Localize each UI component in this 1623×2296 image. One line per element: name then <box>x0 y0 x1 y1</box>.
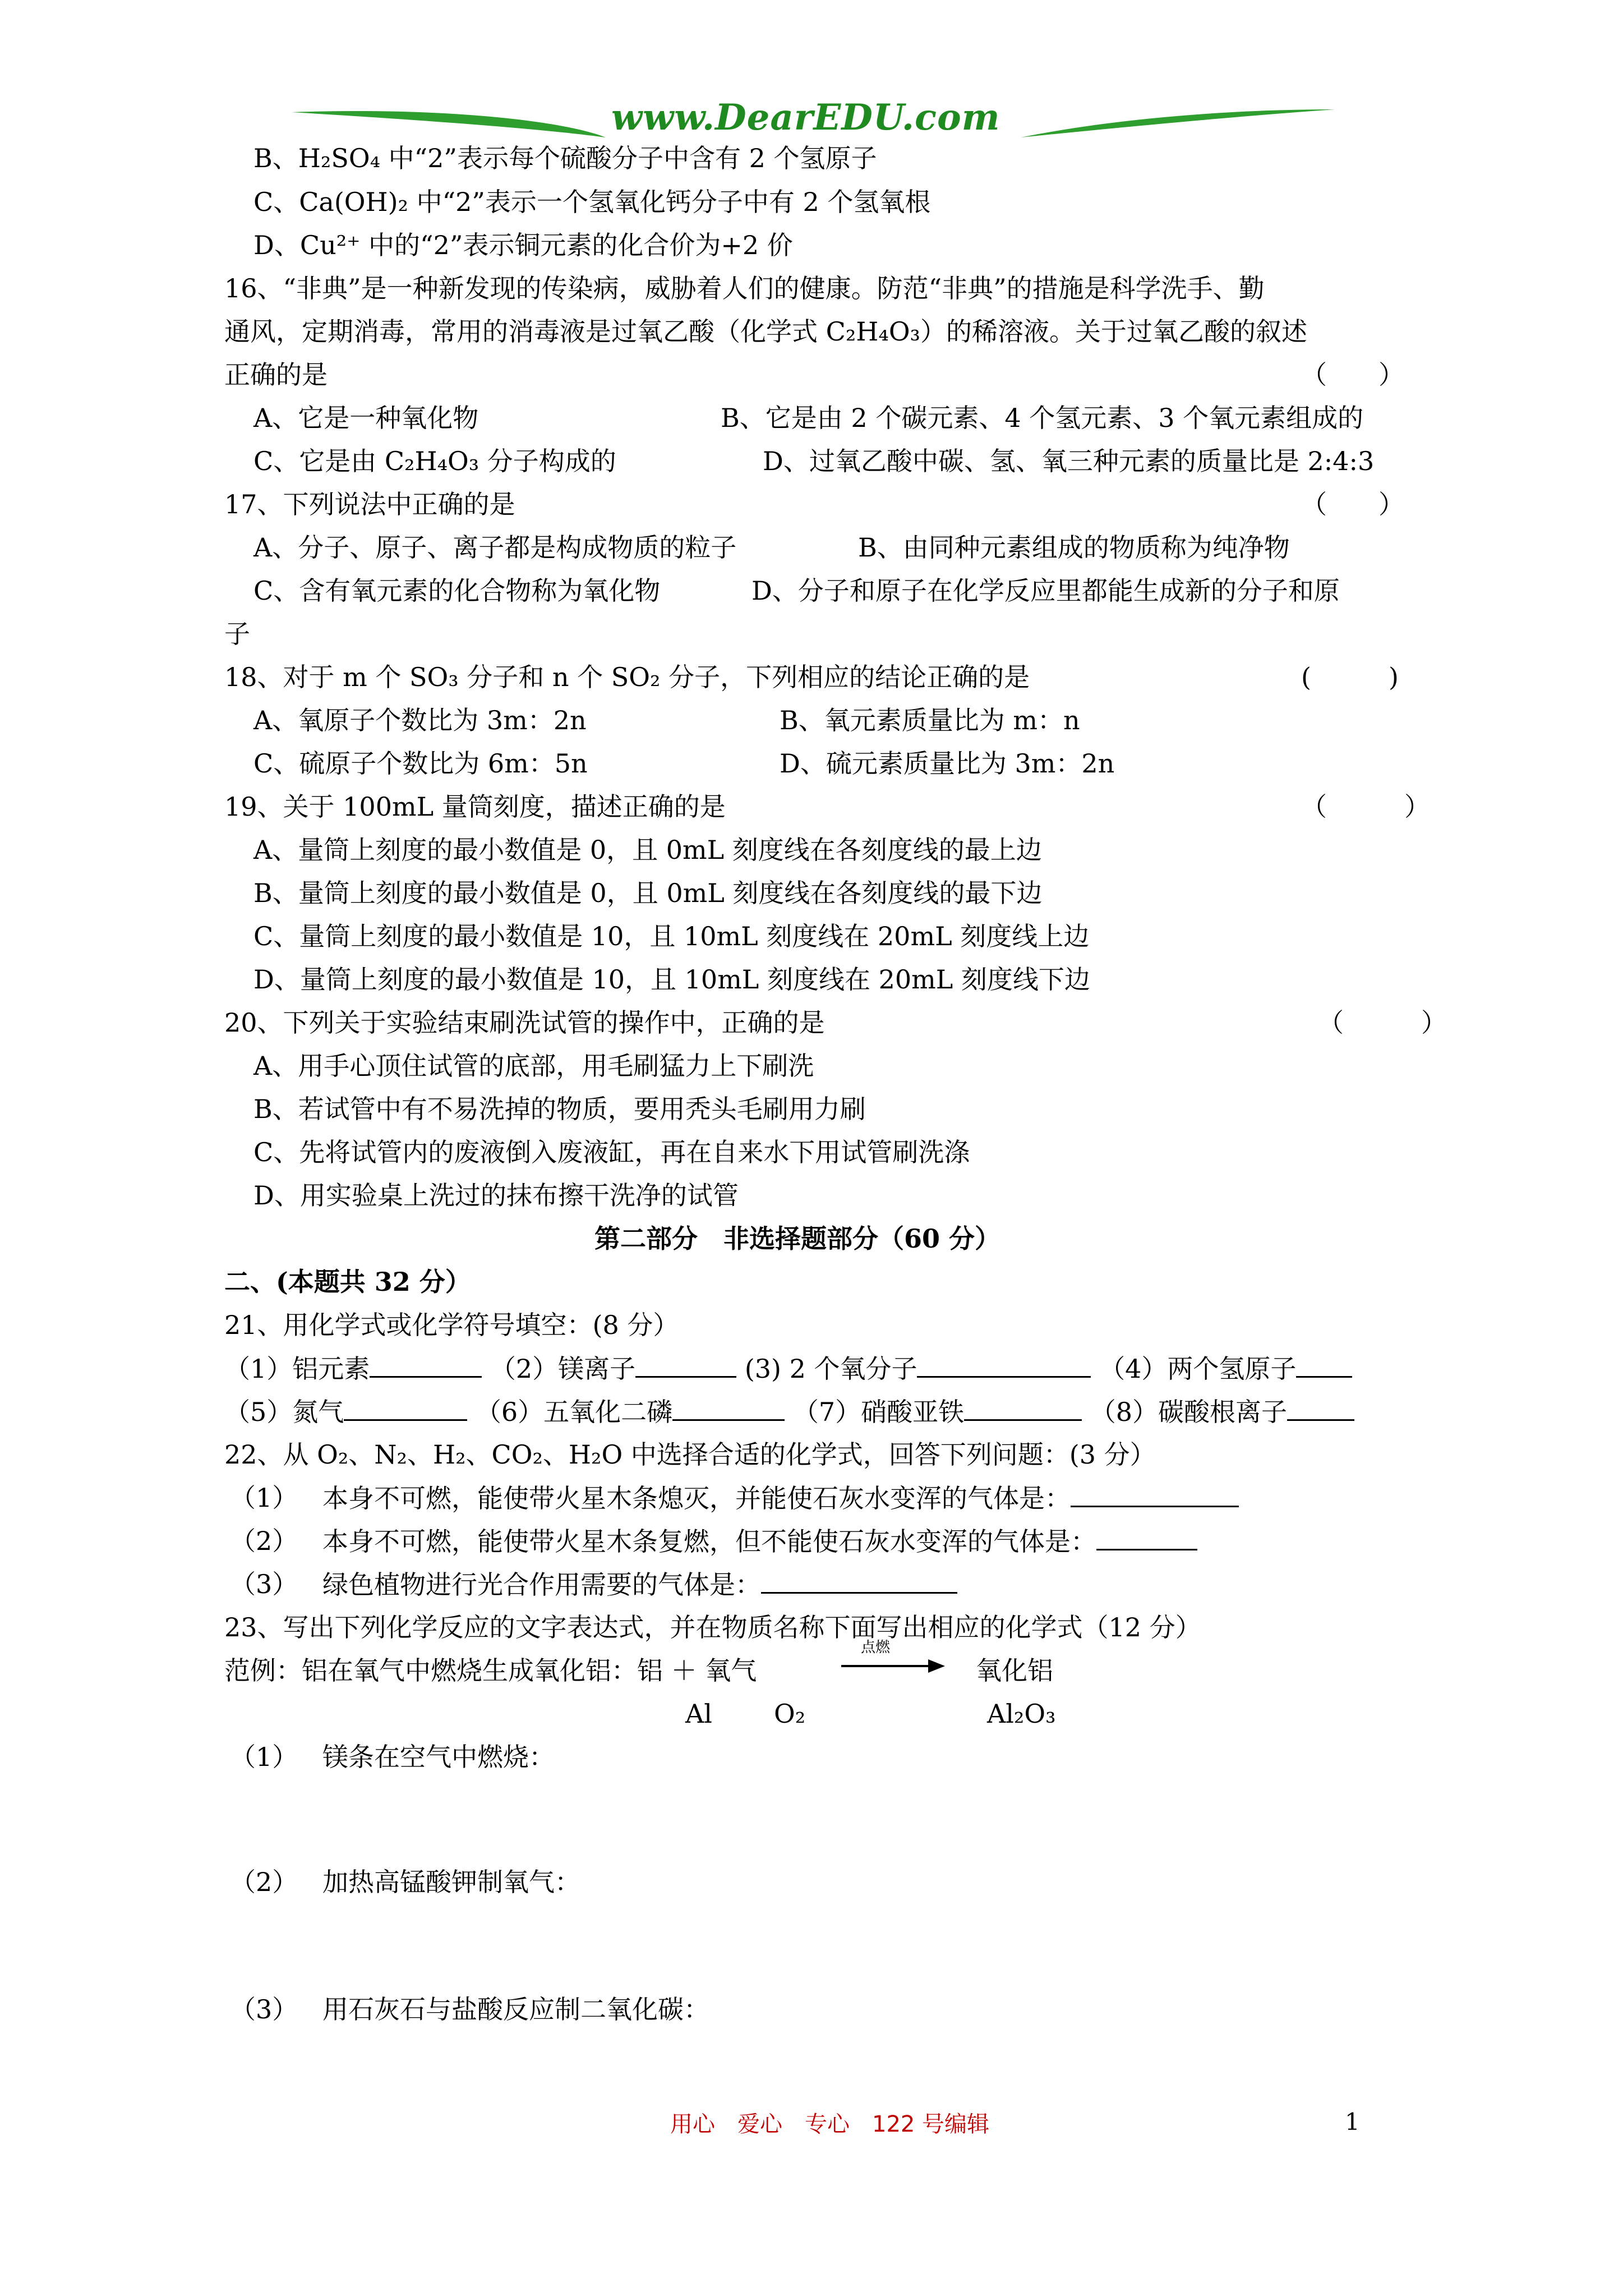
q15-option-d: D、Cu²⁺ 中的“2”表示铜元素的化合价为+2 价 <box>253 230 793 260</box>
q17-option-d-cont: 子 <box>224 619 250 649</box>
q23-formula-al: Al <box>685 1699 712 1729</box>
q23-item1-num: （1） <box>230 1742 298 1772</box>
q21-item5-label: （5）氮气 <box>224 1397 344 1427</box>
q20-stem: 20、下列关于实验结束刷洗试管的操作中，正确的是 <box>224 1007 825 1038</box>
q21-item6-label: （6）五氧化二磷 <box>475 1397 673 1427</box>
reaction-arrow-icon <box>841 1658 945 1674</box>
q19-option-a: A、量筒上刻度的最小数值是 0，且 0mL 刻度线在各刻度线的最上边 <box>253 835 1042 865</box>
q17-stem: 17、下列说法中正确的是 <box>224 489 515 519</box>
q21-item7-label: （7）硝酸亚铁 <box>792 1397 965 1427</box>
q17-option-c: C、含有氧元素的化合物称为氧化物 <box>253 576 661 606</box>
q21-item8-blank[interactable] <box>1287 1395 1354 1421</box>
q23-item1-text: 镁条在空气中燃烧： <box>322 1742 555 1772</box>
q19-stem: 19、关于 100mL 量筒刻度，描述正确的是 <box>224 792 726 822</box>
q20-option-b: B、若试管中有不易洗掉的物质，要用秃头毛刷用力刷 <box>253 1094 866 1124</box>
q19-option-d: D、量筒上刻度的最小数值是 10，且 10mL 刻度线在 20mL 刻度线下边 <box>253 964 1090 995</box>
q21-item8-label: （8）碳酸根离子 <box>1090 1397 1287 1427</box>
q15-option-c: C、Ca(OH)₂ 中“2”表示一个氢氧化钙分子中有 2 个氢氧根 <box>253 187 931 217</box>
q21-item2-blank[interactable] <box>635 1351 736 1378</box>
q21-item3-label: (3) 2 个氧分子 <box>744 1354 917 1384</box>
q18-stem: 18、对于 m 个 SO₃ 分子和 n 个 SO₂ 分子，下列相应的结论正确的是 <box>224 662 1030 692</box>
q19-option-c: C、量筒上刻度的最小数值是 10，且 10mL 刻度线在 20mL 刻度线上边 <box>253 921 1090 951</box>
q20-answer-paren: （ ） <box>1318 1007 1447 1038</box>
q23-item2-num: （2） <box>230 1867 298 1897</box>
q23-example-product: 氧化铝 <box>976 1655 1053 1686</box>
q22-item1-blank[interactable] <box>1071 1481 1239 1507</box>
q18-answer-paren: ( ) <box>1301 662 1399 692</box>
q22-item3 <box>322 1567 957 1602</box>
section-heading: 二、(本题共 32 分） <box>224 1267 471 1297</box>
q18-option-a: A、氧原子个数比为 3m：2n <box>253 705 587 735</box>
q22-item3-blank[interactable] <box>761 1567 957 1594</box>
q22-item3-num: （3） <box>230 1569 298 1599</box>
q22-item1 <box>322 1481 1239 1515</box>
page-number: 1 <box>1345 2108 1360 2136</box>
q22-item3-text: 绿色植物进行光合作用需要的气体是： <box>322 1570 761 1600</box>
part2-title: 第二部分 非选择题部分（60 分） <box>594 1223 1001 1254</box>
q21-item1-blank[interactable] <box>370 1351 482 1378</box>
q21-item4-label: （4）两个氢原子 <box>1099 1354 1297 1384</box>
q17-option-a: A、分子、原子、离子都是构成物质的粒子 <box>253 532 737 563</box>
q22-stem: 22、从 O₂、N₂、H₂、CO₂、H₂O 中选择合适的化学式，回答下列问题：(3 分） <box>224 1439 1156 1470</box>
q21-stem: 21、用化学式或化学符号填空：(8 分） <box>224 1310 679 1340</box>
q21-row2 <box>224 1395 1354 1429</box>
q17-answer-paren: （ ） <box>1301 489 1404 519</box>
q16-stem-line3: 正确的是 <box>224 360 328 390</box>
q22-item2-num: （2） <box>230 1526 298 1556</box>
q21-item1-label: （1）铝元素 <box>224 1354 370 1384</box>
q18-option-d: D、硫元素质量比为 3m：2n <box>780 748 1115 779</box>
q21-item3-blank[interactable] <box>917 1351 1091 1378</box>
q21-row1 <box>224 1351 1352 1386</box>
q22-item1-num: （1） <box>230 1483 298 1513</box>
q16-stem-line1: 16、“非典”是一种新发现的传染病，威胁着人们的健康。防范“非典”的措施是科学洗手、勤 <box>224 273 1265 303</box>
q20-option-d: D、用实验桌上洗过的抹布擦干洗净的试管 <box>253 1180 739 1211</box>
q16-stem-line2: 通风，定期消毒，常用的消毒液是过氧乙酸（化学式 C₂H₄O₃）的稀溶液。关于过氧乙酸的叙述 <box>224 316 1307 347</box>
q21-item6-blank[interactable] <box>672 1395 785 1421</box>
q21-item2-label: （2）镁离子 <box>490 1354 636 1384</box>
q23-arrow-label: 点燃 <box>861 1639 891 1656</box>
q20-option-a: A、用手心顶住试管的底部，用毛刷猛力上下刷洗 <box>253 1051 814 1081</box>
q17-option-d: D、分子和原子在化学反应里都能生成新的分子和原 <box>751 576 1340 606</box>
q22-item2 <box>322 1524 1197 1558</box>
q23-formula-al2o3: Al₂O₃ <box>987 1699 1056 1729</box>
q16-option-b: B、它是由 2 个碳元素、4 个氢元素、3 个氧元素组成的 <box>721 403 1364 433</box>
q16-answer-paren: （ ） <box>1301 360 1404 390</box>
q16-option-a: A、它是一种氧化物 <box>253 403 479 433</box>
q23-item2-text: 加热高锰酸钾制氧气： <box>322 1867 580 1897</box>
q23-item3-text: 用石灰石与盐酸反应制二氧化碳： <box>322 1994 709 2024</box>
q23-formula-o2: O₂ <box>774 1699 806 1729</box>
q23-item3-num: （3） <box>230 1994 298 2024</box>
q23-example: 范例：铝在氧气中燃烧生成氧化铝：铝 ＋ 氧气 <box>224 1655 757 1686</box>
q22-item2-text: 本身不可燃，能使带火星木条复燃，但不能使石灰水变浑的气体是： <box>322 1526 1096 1557</box>
q15-option-b: B、H₂SO₄ 中“2”表示每个硫酸分子中含有 2 个氢原子 <box>253 143 877 173</box>
q19-option-b: B、量筒上刻度的最小数值是 0，且 0mL 刻度线在各刻度线的最下边 <box>253 878 1043 908</box>
q17-option-b: B、由同种元素组成的物质称为纯净物 <box>858 532 1290 563</box>
q20-option-c: C、先将试管内的废液倒入废液缸，再在自来水下用试管刷洗涤 <box>253 1137 970 1167</box>
q19-answer-paren: （ ） <box>1301 792 1430 822</box>
footer-text: 用心 爱心 专心 122 号编辑 <box>670 2111 990 2137</box>
q16-option-d: D、过氧乙酸中碳、氢、氧三种元素的质量比是 2:4:3 <box>763 446 1375 476</box>
site-logo: www.DearEDU.com <box>611 96 1000 139</box>
q22-item2-blank[interactable] <box>1096 1524 1197 1550</box>
q18-option-c: C、硫原子个数比为 6m：5n <box>253 748 588 779</box>
q21-item5-blank[interactable] <box>344 1395 467 1421</box>
q16-option-c: C、它是由 C₂H₄O₃ 分子构成的 <box>253 446 616 476</box>
q22-item1-text: 本身不可燃，能使带火星木条熄灭，并能使石灰水变浑的气体是： <box>322 1483 1071 1513</box>
q21-item7-blank[interactable] <box>964 1395 1082 1421</box>
q18-option-b: B、氧元素质量比为 m：n <box>780 705 1080 735</box>
q21-item4-blank[interactable] <box>1296 1351 1352 1378</box>
q23-stem: 23、写出下列化学反应的文字表达式，并在物质名称下面写出相应的化学式（12 分） <box>224 1612 1201 1642</box>
